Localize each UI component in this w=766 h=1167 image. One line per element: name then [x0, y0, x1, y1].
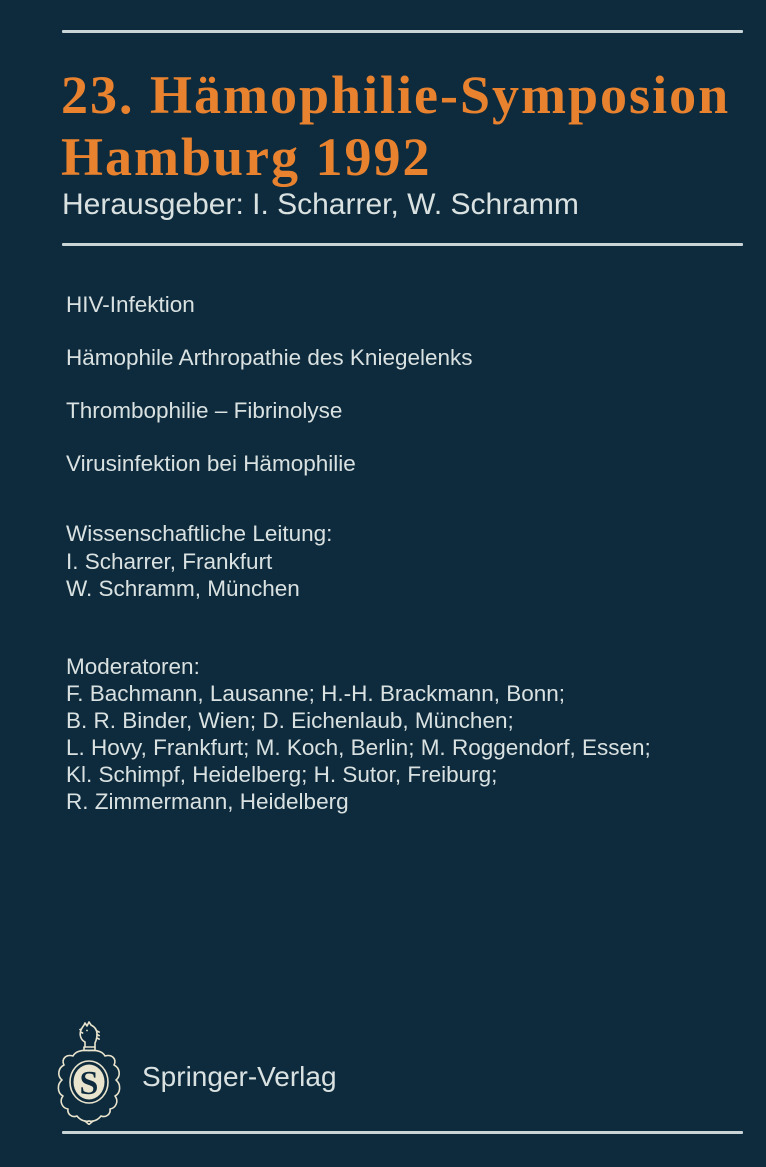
publisher-name: Springer-Verlag — [142, 1061, 337, 1092]
knight-icon — [80, 1022, 97, 1047]
moderators-section — [66, 653, 651, 815]
moderators-line: Kl. Schimpf, Heidelberg; H. Sutor, Freiburg; — [66, 762, 498, 787]
springer-monogram: S — [79, 1065, 99, 1102]
moderators-line: F. Bachmann, Lausanne; H.-H. Brackmann, Bonn; — [66, 681, 566, 706]
book-title — [61, 64, 730, 188]
scientific-direction-line: I. Scharrer, Frankfurt — [66, 548, 273, 574]
middle-rule — [62, 243, 743, 246]
bottom-rule — [62, 1131, 743, 1134]
moderators-line: R. Zimmermann, Heidelberg — [66, 789, 349, 814]
topic-list — [66, 292, 473, 504]
book-title-line1: 23. Hämophilie-Symposion — [61, 65, 731, 125]
moderators-heading: Moderatoren: — [66, 654, 200, 679]
moderators-line: B. R. Binder, Wien; D. Eichenlaub, München; — [66, 708, 514, 733]
topic-item: HIV-Infektion — [66, 292, 195, 317]
top-rule — [62, 30, 743, 33]
scientific-direction-section — [66, 520, 332, 603]
topic-item: Thrombophilie – Fibrinolyse — [66, 398, 343, 423]
book-title-line2: Hamburg 1992 — [61, 127, 432, 187]
topic-item: Virusinfektion bei Hämophilie — [66, 451, 356, 476]
topic-item: Hämophile Arthropathie des Kniegelenks — [66, 345, 473, 370]
scientific-direction-line: W. Schramm, München — [66, 576, 300, 601]
scientific-direction-heading: Wissenschaftliche Leitung: — [66, 521, 333, 546]
springer-horse-emblem-icon — [54, 1021, 124, 1125]
moderators-line: L. Hovy, Frankfurt; M. Koch, Berlin; M. Roggendorf, Essen; — [66, 735, 651, 760]
editors-line: Herausgeber: I. Scharrer, W. Schramm — [62, 188, 579, 221]
